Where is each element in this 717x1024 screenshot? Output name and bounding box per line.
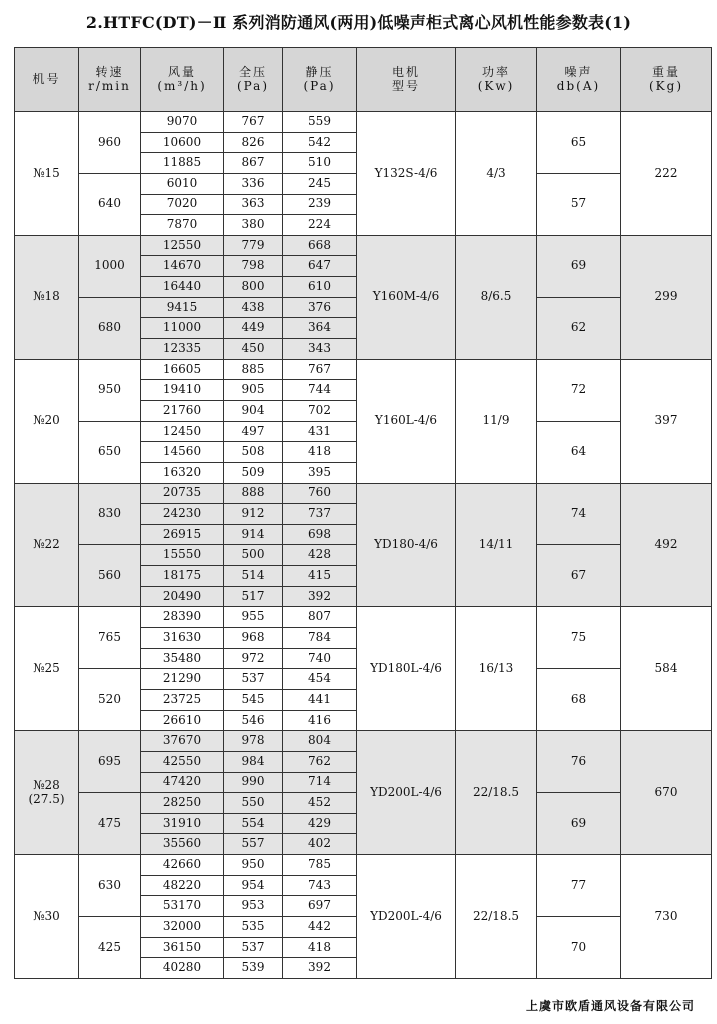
airflow-cell: 16320 <box>141 462 224 483</box>
airflow-cell: 26915 <box>141 524 224 545</box>
total-pressure-cell: 554 <box>224 813 283 834</box>
static-pressure-cell: 610 <box>283 277 357 298</box>
static-pressure-cell: 415 <box>283 566 357 587</box>
static-pressure-cell: 392 <box>283 958 357 979</box>
motor-type-cell: YD180L-4/6 <box>357 607 456 731</box>
total-pressure-cell: 885 <box>224 359 283 380</box>
total-pressure-cell: 950 <box>224 855 283 876</box>
airflow-cell: 37670 <box>141 731 224 752</box>
speed-cell: 560 <box>79 545 141 607</box>
static-pressure-cell: 416 <box>283 710 357 731</box>
static-pressure-cell: 224 <box>283 215 357 236</box>
total-pressure-cell: 954 <box>224 875 283 896</box>
total-pressure-cell: 912 <box>224 504 283 525</box>
speed-cell: 520 <box>79 669 141 731</box>
total-pressure-cell: 904 <box>224 400 283 421</box>
total-pressure-cell: 798 <box>224 256 283 277</box>
static-pressure-cell: 702 <box>283 400 357 421</box>
total-pressure-cell: 336 <box>224 173 283 194</box>
total-pressure-cell: 914 <box>224 524 283 545</box>
airflow-cell: 28250 <box>141 793 224 814</box>
total-pressure-cell: 497 <box>224 421 283 442</box>
airflow-cell: 14560 <box>141 442 224 463</box>
airflow-cell: 6010 <box>141 173 224 194</box>
static-pressure-cell: 668 <box>283 235 357 256</box>
motor-type-cell: Y160M-4/6 <box>357 235 456 359</box>
airflow-cell: 11000 <box>141 318 224 339</box>
total-pressure-cell: 972 <box>224 648 283 669</box>
noise-cell: 65 <box>537 112 621 174</box>
airflow-cell: 31910 <box>141 813 224 834</box>
speed-cell: 650 <box>79 421 141 483</box>
total-pressure-cell: 953 <box>224 896 283 917</box>
model-label: №20 <box>33 413 60 428</box>
total-pressure-cell: 968 <box>224 628 283 649</box>
noise-cell: 68 <box>537 669 621 731</box>
noise-cell: 69 <box>537 235 621 297</box>
total-pressure-cell: 546 <box>224 710 283 731</box>
motor-type-cell: YD200L-4/6 <box>357 855 456 979</box>
total-pressure-cell: 867 <box>224 153 283 174</box>
airflow-cell: 16605 <box>141 359 224 380</box>
static-pressure-cell: 376 <box>283 297 357 318</box>
model-cell <box>15 855 79 979</box>
total-pressure-cell: 990 <box>224 772 283 793</box>
airflow-cell: 53170 <box>141 896 224 917</box>
static-pressure-cell: 785 <box>283 855 357 876</box>
model-label: №25 <box>33 660 60 675</box>
static-pressure-cell: 364 <box>283 318 357 339</box>
static-pressure-cell: 245 <box>283 173 357 194</box>
airflow-cell: 18175 <box>141 566 224 587</box>
static-pressure-cell: 542 <box>283 132 357 153</box>
total-pressure-cell: 550 <box>224 793 283 814</box>
static-pressure-cell: 740 <box>283 648 357 669</box>
total-pressure-cell: 557 <box>224 834 283 855</box>
static-pressure-cell: 392 <box>283 586 357 607</box>
airflow-cell: 42660 <box>141 855 224 876</box>
noise-cell: 57 <box>537 173 621 235</box>
speed-cell: 630 <box>79 855 141 917</box>
airflow-cell: 19410 <box>141 380 224 401</box>
airflow-cell: 9070 <box>141 112 224 133</box>
airflow-cell: 16440 <box>141 277 224 298</box>
performance-table <box>14 47 712 979</box>
header-airflow: 风量 (m³/h) <box>141 48 224 112</box>
speed-cell: 830 <box>79 483 141 545</box>
header-speed: 转速 r/min <box>79 48 141 112</box>
motor-type-cell: Y160L-4/6 <box>357 359 456 483</box>
total-pressure-cell: 905 <box>224 380 283 401</box>
table-row <box>15 235 712 256</box>
noise-cell: 69 <box>537 793 621 855</box>
power-cell: 8/6.5 <box>456 235 537 359</box>
header-noise: 噪声 db(A) <box>537 48 621 112</box>
airflow-cell: 12450 <box>141 421 224 442</box>
power-cell: 4/3 <box>456 112 537 236</box>
static-pressure-cell: 767 <box>283 359 357 380</box>
static-pressure-cell: 454 <box>283 669 357 690</box>
airflow-cell: 12550 <box>141 235 224 256</box>
speed-cell: 640 <box>79 173 141 235</box>
noise-cell: 75 <box>537 607 621 669</box>
table-header-row <box>15 48 712 112</box>
header-power: 功率 (Kw) <box>456 48 537 112</box>
weight-cell: 492 <box>621 483 712 607</box>
static-pressure-cell: 343 <box>283 339 357 360</box>
airflow-cell: 26610 <box>141 710 224 731</box>
total-pressure-cell: 800 <box>224 277 283 298</box>
noise-cell: 70 <box>537 916 621 978</box>
model-cell <box>15 731 79 855</box>
weight-cell: 299 <box>621 235 712 359</box>
total-pressure-cell: 517 <box>224 586 283 607</box>
total-pressure-cell: 438 <box>224 297 283 318</box>
motor-type-cell: Y132S-4/6 <box>357 112 456 236</box>
airflow-cell: 35480 <box>141 648 224 669</box>
airflow-cell: 7870 <box>141 215 224 236</box>
airflow-cell: 40280 <box>141 958 224 979</box>
static-pressure-cell: 428 <box>283 545 357 566</box>
total-pressure-cell: 984 <box>224 751 283 772</box>
total-pressure-cell: 508 <box>224 442 283 463</box>
power-cell: 11/9 <box>456 359 537 483</box>
airflow-cell: 36150 <box>141 937 224 958</box>
total-pressure-cell: 955 <box>224 607 283 628</box>
static-pressure-cell: 402 <box>283 834 357 855</box>
static-pressure-cell: 452 <box>283 793 357 814</box>
static-pressure-cell: 743 <box>283 875 357 896</box>
static-pressure-cell: 418 <box>283 442 357 463</box>
model-label: №28 <box>33 777 60 792</box>
total-pressure-cell: 767 <box>224 112 283 133</box>
airflow-cell: 14670 <box>141 256 224 277</box>
speed-cell: 1000 <box>79 235 141 297</box>
total-pressure-cell: 537 <box>224 937 283 958</box>
header-total-pressure: 全压 (Pa) <box>224 48 283 112</box>
airflow-cell: 42550 <box>141 751 224 772</box>
table-row <box>15 112 712 133</box>
weight-cell: 397 <box>621 359 712 483</box>
model-cell <box>15 359 79 483</box>
total-pressure-cell: 779 <box>224 235 283 256</box>
airflow-cell: 20490 <box>141 586 224 607</box>
speed-cell: 695 <box>79 731 141 793</box>
total-pressure-cell: 363 <box>224 194 283 215</box>
noise-cell: 62 <box>537 297 621 359</box>
static-pressure-cell: 429 <box>283 813 357 834</box>
airflow-cell: 9415 <box>141 297 224 318</box>
speed-cell: 960 <box>79 112 141 174</box>
total-pressure-cell: 514 <box>224 566 283 587</box>
static-pressure-cell: 714 <box>283 772 357 793</box>
speed-cell: 475 <box>79 793 141 855</box>
model-cell <box>15 235 79 359</box>
power-cell: 22/18.5 <box>456 731 537 855</box>
noise-cell: 72 <box>537 359 621 421</box>
model-label: №30 <box>33 908 60 923</box>
weight-cell: 730 <box>621 855 712 979</box>
static-pressure-cell: 698 <box>283 524 357 545</box>
airflow-cell: 28390 <box>141 607 224 628</box>
static-pressure-cell: 395 <box>283 462 357 483</box>
total-pressure-cell: 978 <box>224 731 283 752</box>
total-pressure-cell: 380 <box>224 215 283 236</box>
static-pressure-cell: 807 <box>283 607 357 628</box>
airflow-cell: 24230 <box>141 504 224 525</box>
static-pressure-cell: 760 <box>283 483 357 504</box>
table-row <box>15 731 712 752</box>
static-pressure-cell: 441 <box>283 689 357 710</box>
airflow-cell: 47420 <box>141 772 224 793</box>
static-pressure-cell: 510 <box>283 153 357 174</box>
airflow-cell: 21760 <box>141 400 224 421</box>
total-pressure-cell: 449 <box>224 318 283 339</box>
company-name: 上虞市欧盾通风设备有限公司 <box>525 999 695 1013</box>
table-row <box>15 359 712 380</box>
model-cell <box>15 607 79 731</box>
model-label: №22 <box>33 537 60 552</box>
airflow-cell: 48220 <box>141 875 224 896</box>
table-row <box>15 607 712 628</box>
model-label: №15 <box>33 165 60 180</box>
airflow-cell: 12335 <box>141 339 224 360</box>
header-weight: 重量 (Kg) <box>621 48 712 112</box>
noise-cell: 77 <box>537 855 621 917</box>
static-pressure-cell: 239 <box>283 194 357 215</box>
total-pressure-cell: 888 <box>224 483 283 504</box>
static-pressure-cell: 442 <box>283 916 357 937</box>
header-model: 机号 <box>15 48 79 112</box>
speed-cell: 425 <box>79 916 141 978</box>
airflow-cell: 32000 <box>141 916 224 937</box>
static-pressure-cell: 784 <box>283 628 357 649</box>
noise-cell: 67 <box>537 545 621 607</box>
noise-cell: 74 <box>537 483 621 545</box>
weight-cell: 222 <box>621 112 712 236</box>
static-pressure-cell: 647 <box>283 256 357 277</box>
noise-cell: 76 <box>537 731 621 793</box>
total-pressure-cell: 535 <box>224 916 283 937</box>
model-label: №18 <box>33 289 60 304</box>
header-motor-type: 电机 型号 <box>357 48 456 112</box>
airflow-cell: 7020 <box>141 194 224 215</box>
static-pressure-cell: 431 <box>283 421 357 442</box>
total-pressure-cell: 539 <box>224 958 283 979</box>
total-pressure-cell: 509 <box>224 462 283 483</box>
motor-type-cell: YD180-4/6 <box>357 483 456 607</box>
power-cell: 16/13 <box>456 607 537 731</box>
model-sub-label: (27.5) <box>28 791 65 806</box>
weight-cell: 584 <box>621 607 712 731</box>
total-pressure-cell: 450 <box>224 339 283 360</box>
airflow-cell: 21290 <box>141 669 224 690</box>
power-cell: 14/11 <box>456 483 537 607</box>
airflow-cell: 35560 <box>141 834 224 855</box>
static-pressure-cell: 762 <box>283 751 357 772</box>
airflow-cell: 23725 <box>141 689 224 710</box>
airflow-cell: 11885 <box>141 153 224 174</box>
speed-cell: 765 <box>79 607 141 669</box>
model-cell <box>15 112 79 236</box>
airflow-cell: 20735 <box>141 483 224 504</box>
airflow-cell: 15550 <box>141 545 224 566</box>
table-row <box>15 483 712 504</box>
static-pressure-cell: 737 <box>283 504 357 525</box>
airflow-cell: 10600 <box>141 132 224 153</box>
total-pressure-cell: 537 <box>224 669 283 690</box>
speed-cell: 680 <box>79 297 141 359</box>
motor-type-cell: YD200L-4/6 <box>357 731 456 855</box>
total-pressure-cell: 500 <box>224 545 283 566</box>
model-cell <box>15 483 79 607</box>
noise-cell: 64 <box>537 421 621 483</box>
airflow-cell: 31630 <box>141 628 224 649</box>
weight-cell: 670 <box>621 731 712 855</box>
total-pressure-cell: 826 <box>224 132 283 153</box>
static-pressure-cell: 744 <box>283 380 357 401</box>
speed-cell: 950 <box>79 359 141 421</box>
static-pressure-cell: 697 <box>283 896 357 917</box>
static-pressure-cell: 804 <box>283 731 357 752</box>
page-title: 2.HTFC(DT)－Ⅱ 系列消防通风(两用)低噪声柜式离心风机性能参数表(1) <box>85 13 632 32</box>
static-pressure-cell: 559 <box>283 112 357 133</box>
static-pressure-cell: 418 <box>283 937 357 958</box>
table-row <box>15 855 712 876</box>
total-pressure-cell: 545 <box>224 689 283 710</box>
header-static-pressure: 静压 (Pa) <box>283 48 357 112</box>
power-cell: 22/18.5 <box>456 855 537 979</box>
